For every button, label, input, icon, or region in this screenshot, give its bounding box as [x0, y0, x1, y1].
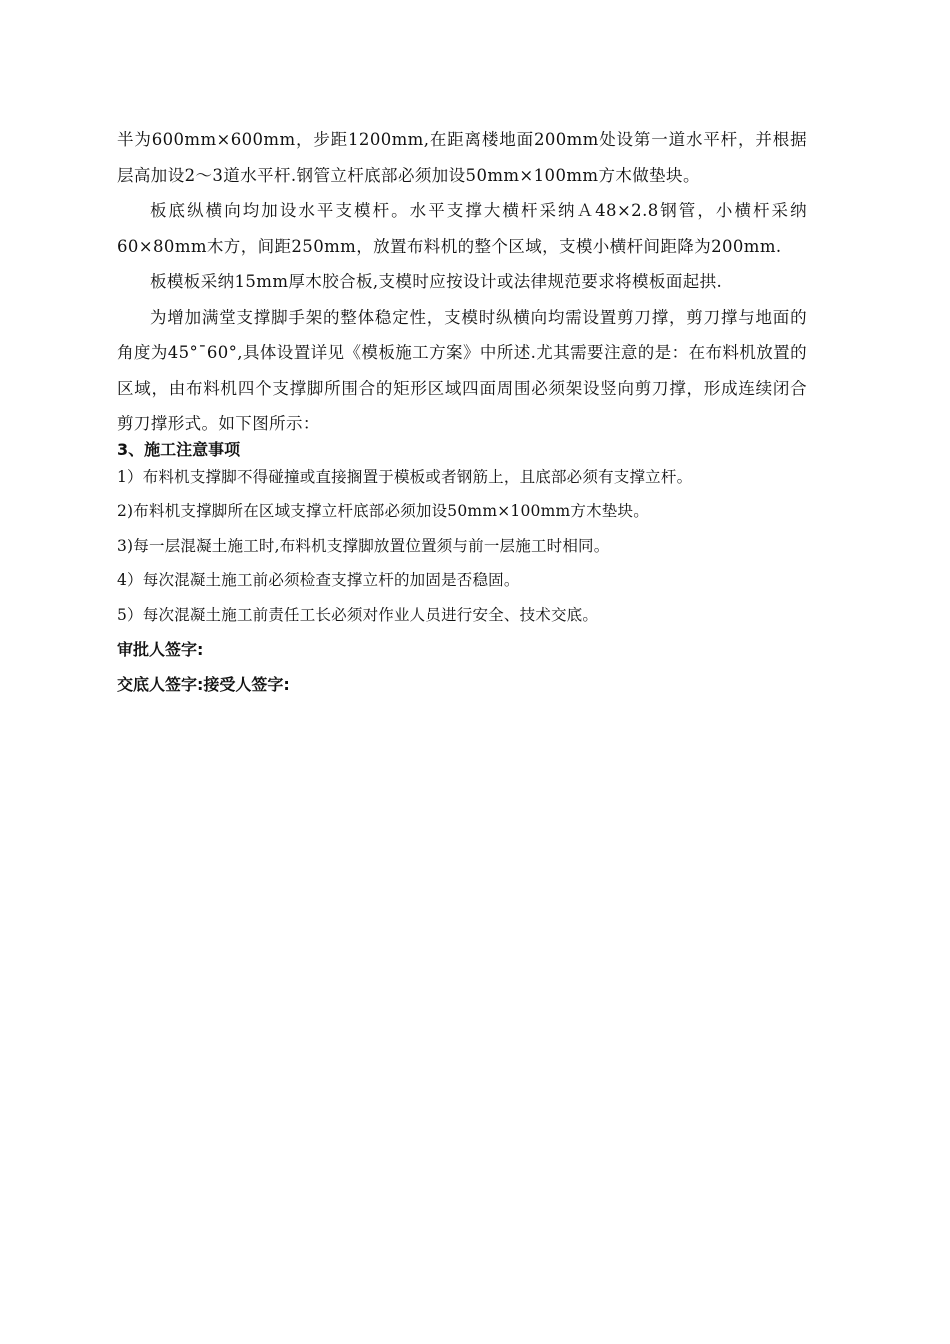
handover-signature-label: 交底人签字:接受人签字:	[117, 675, 290, 694]
precaution-item: 3)每一层混凝土施工时,布料机支撑脚放置位置须与前一层施工时相同。	[117, 536, 610, 555]
document-body	[117, 122, 807, 702]
paragraph-horizontal-members: 板底纵横向均加设水平支模杆。水平支撑大横杆采纳Ａ48×2.8钢管，小横杆采纳60×80mm木方，间距250mm，放置布料机的整个区域，支模小横杆间距降为200mm.	[117, 201, 807, 256]
paragraph-scaffold-spacing: 半为600mm×600mm，步距1200mm,在距离楼地面200mm处设第一道水平杆，并根据层高加设2～3道水平杆.钢管立杆底部必须加设50mm×100mm方木做垫块。	[117, 130, 807, 185]
precaution-item: 2)布料机支撑脚所在区域支撑立杆底部必须加设50mm×100mm方木垫块。	[117, 502, 649, 520]
precaution-item: 5）每次混凝土施工前责任工长必须对作业人员进行安全、技术交底。	[117, 605, 599, 624]
precaution-item: 4）每次混凝土施工前必须检查支撑立杆的加固是否稳固。	[117, 571, 520, 589]
section-heading-precautions: 3、施工注意事项	[117, 439, 241, 459]
approver-signature-label: 审批人签字:	[117, 640, 204, 659]
precaution-item: 1）布料机支撑脚不得碰撞或直接搁置于模板或者钢筋上，且底部必须有支撑立杆。	[117, 467, 693, 486]
paragraph-scissor-bracing: 为增加满堂支撑脚手架的整体稳定性，支模时纵横向均需设置剪刀撑，剪刀撑与地面的角度为45°¯60°,具体设置详见《模板施工方案》中所述.尤其需要注意的是：在布料机放置的区域，由布料机四个支撑脚所围合的矩形区域四面周围必须架设竖向剪刀撑，形成连续闭合剪刀撑形式。如下图所示：	[117, 307, 807, 433]
paragraph-formwork-board: 板模板采纳15mm厚木胶合板,支模时应按设计或法律规范要求将模板面起拱.	[150, 272, 723, 291]
